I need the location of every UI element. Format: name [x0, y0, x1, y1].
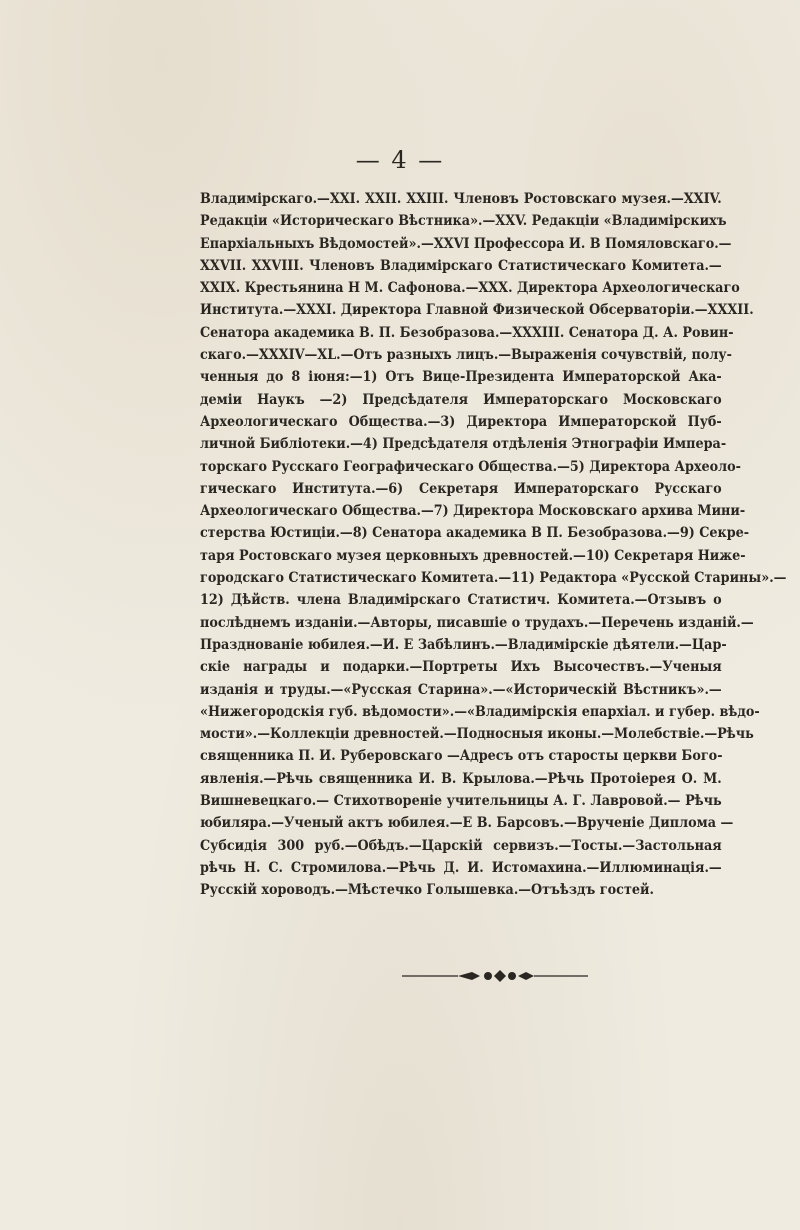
- body-text: [200, 188, 787, 902]
- text-line: стерства Юстиціи.—8) Сенатора академика В П. Безобразова.—9) Секре-: [200, 525, 750, 542]
- text-line: юбиляра.—Ученый актъ юбилея.—Е В. Барсовъ.—Врученіе Диплома —: [200, 815, 734, 832]
- text-line: Вишневецкаго.— Стихотвореніе учительницы А. Г. Лавровой.— Рѣчь: [200, 793, 722, 810]
- text-line: Археологическаго Общества.—3) Директора Императорской Пуб-: [200, 413, 722, 430]
- text-line: XXIX. Крестьянина Н М. Сафонова.—XXX. Директора Археологическаго: [200, 280, 740, 297]
- text-line: Сенатора академика В. П. Безобразова.—XXXIII. Сенатора Д. А. Ровин-: [200, 324, 734, 341]
- text-line: деміи Наукъ —2) Предсѣдателя Императорскаго Московскаго: [200, 391, 722, 408]
- text-line: Русскій хороводъ.—Мѣстечко Голышевка.—Отъѣздъ гостей.: [200, 882, 654, 899]
- text-line: XXVII. XXVIII. Членовъ Владимірскаго Статистическаго Комитета.—: [200, 257, 722, 274]
- text-line: явленія.—Рѣчь священника И. В. Крылова.—Рѣчь Протоіерея О. М.: [200, 770, 722, 787]
- text-line: ченныя до 8 іюня:—1) Отъ Вице-Президента Императорской Ака-: [200, 369, 722, 386]
- text-line: Епархіальныхъ Вѣдомостей».—XXVI Профессора И. В Помяловскаго.—: [200, 235, 732, 252]
- text-line: Редакціи «Историческаго Вѣстника».—XXV. Редакціи «Владимірскихъ: [200, 213, 727, 230]
- text-line: Археологическаго Общества.—7) Директора Московскаго архива Мини-: [200, 503, 746, 520]
- text-line: Празднованіе юбилея.—И. Е Забѣлинъ.—Владимірскіе дѣятели.—Цар-: [200, 636, 727, 653]
- text-line: Владимірскаго.—XXI. XXII. XXIII. Членовъ Ростовскаго музея.—XXIV.: [200, 191, 722, 207]
- page-number: — 4 —: [355, 146, 445, 174]
- decorative-rule-ornament: [400, 966, 590, 986]
- text-line: Субсидія 300 руб.—Обѣдъ.—Царскій сервизъ.—Тосты.—Застольная: [200, 837, 722, 854]
- text-line: мости».—Коллекціи древностей.—Подносныя иконы.—Молебствіе.—Рѣчь: [200, 726, 754, 743]
- text-line: гическаго Института.—6) Секретаря Императорскаго Русскаго: [200, 480, 722, 497]
- text-line: рѣчь Н. С. Стромилова.—Рѣчь Д. И. Истомахина.—Иллюминація.—: [200, 859, 722, 876]
- text-line: скаго.—XXXIV—XL.—Отъ разныхъ лицъ.—Выраженія сочувствій, полу-: [200, 347, 732, 364]
- text-line: таря Ростовскаго музея церковныхъ древностей.—10) Секретаря Ниже-: [200, 547, 746, 564]
- text-line: скіе награды и подарки.—Портреты Ихъ Высочествъ.—Ученыя: [200, 659, 722, 676]
- text-line: городскаго Статистическаго Комитета.—11) Редактора «Русской Старины».—: [200, 570, 787, 587]
- text-line: «Нижегородскія губ. вѣдомости».—«Владимірскія епархіал. и губер. вѣдо-: [200, 703, 760, 720]
- text-line: личной Библіотеки.—4) Предсѣдателя отдѣленія Этнографіи Импера-: [200, 436, 727, 453]
- text-line: изданія и труды.—«Русская Старина».—«Историческій Вѣстникъ».—: [200, 681, 722, 698]
- text-line: священника П. И. Руберовскаго —Адресъ отъ старосты церкви Бого-: [200, 748, 723, 765]
- text-line: Института.—XXXI. Директора Главной Физической Обсерваторіи.—XXXII.: [200, 302, 754, 319]
- text-line: 12) Дѣйств. члена Владимірскаго Статистич. Комитета.—Отзывъ о: [200, 592, 722, 609]
- text-line: торскаго Русскаго Географическаго Общества.—5) Директора Археоло-: [200, 458, 741, 475]
- text-line: послѣднемъ изданіи.—Авторы, писавшіе о трудахъ.—Перечень изданій.—: [200, 614, 754, 631]
